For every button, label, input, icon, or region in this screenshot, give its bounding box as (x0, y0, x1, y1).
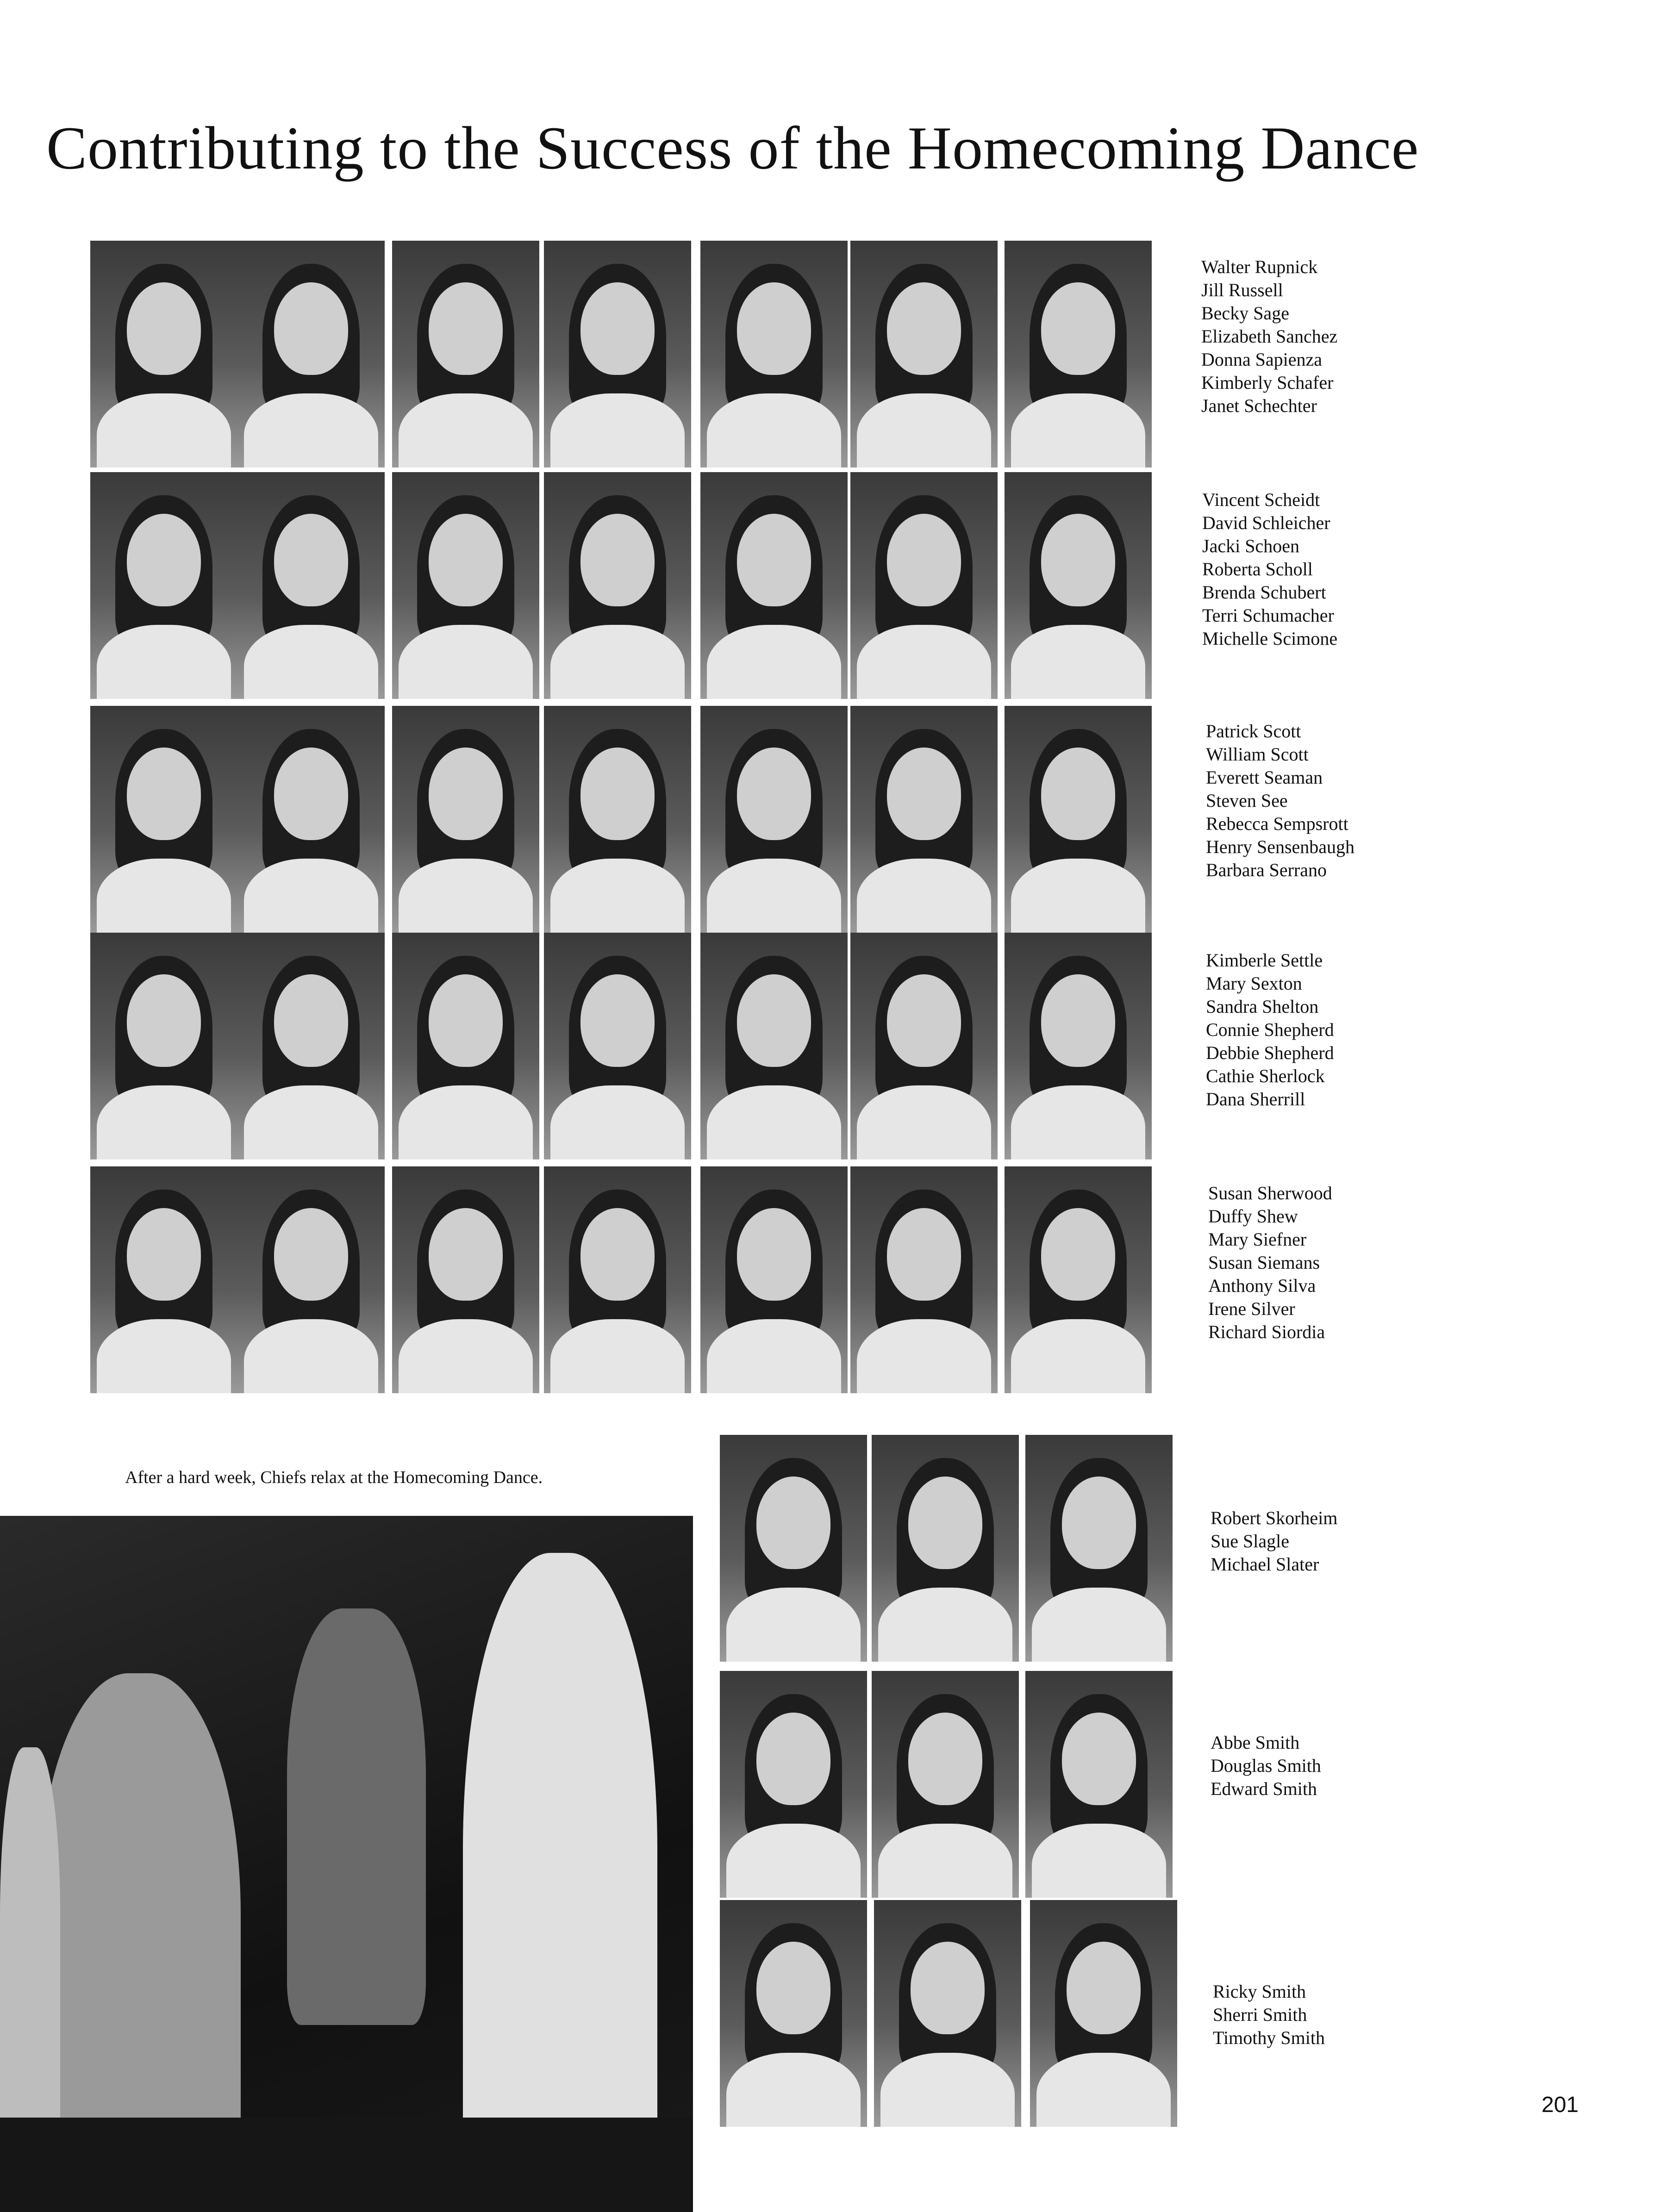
name-list-row-1 (1201, 255, 1337, 417)
student-name: Abbe Smith (1211, 1732, 1300, 1753)
dancer-figure (287, 1608, 426, 2025)
portrait-photo (544, 472, 691, 699)
student-name: William Scott (1206, 744, 1309, 765)
portrait-photo (90, 241, 237, 467)
dancer-figure (463, 1553, 657, 2210)
student-name: Rebecca Sempsrott (1206, 813, 1348, 834)
student-name: Irene Silver (1208, 1298, 1295, 1319)
name-list-row-2 (1202, 488, 1337, 650)
page-title: Contributing to the Success of the Homecoming Dance (46, 109, 1491, 187)
dance-photo (0, 1516, 693, 2212)
student-name: Edward Smith (1211, 1778, 1317, 1799)
student-name: Barbara Serrano (1206, 860, 1327, 880)
portrait-row-2 (90, 472, 1155, 699)
student-name: Dana Sherrill (1206, 1089, 1305, 1109)
portrait-photo (872, 1671, 1019, 1898)
student-name: Everett Seaman (1206, 767, 1323, 788)
portrait-photo (392, 241, 539, 467)
portrait-photo (90, 933, 237, 1159)
student-name: Timothy Smith (1213, 2027, 1325, 2048)
portrait-photo (850, 706, 998, 933)
dancer-figure (0, 1747, 60, 2164)
student-name: Douglas Smith (1211, 1755, 1321, 1776)
name-list-row-6 (1211, 1507, 1337, 1576)
portrait-photo (720, 1435, 867, 1662)
portrait-grid-top (90, 241, 1155, 1384)
portrait-photo (544, 933, 691, 1159)
portrait-photo (850, 472, 998, 699)
portrait-grid-bottom (720, 1435, 1183, 2129)
student-name: Susan Siemans (1208, 1252, 1320, 1273)
portrait-row-3 (90, 706, 1155, 933)
portrait-photo (850, 241, 998, 467)
portrait-row-8 (720, 1900, 1654, 2127)
name-list-row-7 (1211, 1731, 1321, 1801)
student-name: Mary Siefner (1208, 1229, 1307, 1250)
name-list-row-4 (1206, 949, 1334, 1111)
portrait-row-4 (90, 933, 1155, 1159)
student-name: Debbie Shepherd (1206, 1042, 1334, 1063)
portrait-row-5 (90, 1166, 1155, 1393)
portrait-photo (874, 1900, 1021, 2127)
student-name: Sue Slagle (1211, 1531, 1289, 1552)
student-name: Anthony Silva (1208, 1275, 1316, 1296)
portrait-photo (544, 1166, 691, 1393)
student-name: Elizabeth Sanchez (1201, 326, 1338, 347)
portrait-photo (850, 1166, 998, 1393)
student-name: Michael Slater (1211, 1554, 1319, 1575)
student-name: Donna Sapienza (1201, 349, 1323, 370)
student-name: Walter Rupnick (1201, 256, 1318, 277)
portrait-photo (392, 472, 539, 699)
portrait-photo (544, 706, 691, 933)
portrait-photo (1030, 1900, 1177, 2127)
portrait-row-1 (90, 241, 1155, 467)
portrait-photo (1005, 933, 1152, 1159)
portrait-photo (720, 1671, 867, 1898)
portrait-photo (237, 241, 385, 467)
portrait-photo (1005, 706, 1152, 933)
portrait-photo (1025, 1435, 1173, 1662)
portrait-photo (237, 706, 385, 933)
portrait-photo (872, 1435, 1019, 1662)
student-name: Jill Russell (1201, 280, 1283, 300)
page-number: 201 (1542, 2093, 1579, 2117)
portrait-photo (90, 706, 237, 933)
student-name: Mary Sexton (1206, 973, 1302, 994)
portrait-row-7 (720, 1671, 1654, 1898)
portrait-photo (544, 241, 691, 467)
dance-floor (0, 2118, 693, 2212)
student-name: Susan Sherwood (1208, 1183, 1332, 1203)
portrait-photo (392, 706, 539, 933)
student-name: Kimberle Settle (1206, 950, 1323, 971)
student-name: Duffy Shew (1208, 1206, 1298, 1227)
name-list-row-8 (1213, 1980, 1325, 2050)
portrait-photo (237, 933, 385, 1159)
student-name: Ricky Smith (1213, 1981, 1306, 2002)
portrait-photo (1005, 1166, 1152, 1393)
name-list-row-3 (1206, 720, 1354, 882)
student-name: Brenda Schubert (1202, 582, 1326, 603)
portrait-photo (700, 1166, 848, 1393)
student-name: David Schleicher (1202, 512, 1330, 533)
student-name: Steven See (1206, 790, 1288, 811)
portrait-photo (237, 1166, 385, 1393)
portrait-photo (700, 472, 848, 699)
student-name: Becky Sage (1201, 303, 1289, 324)
student-name: Sherri Smith (1213, 2004, 1307, 2025)
student-name: Connie Shepherd (1206, 1019, 1334, 1040)
student-name: Sandra Shelton (1206, 996, 1319, 1017)
portrait-photo (700, 241, 848, 467)
student-name: Kimberly Schafer (1201, 372, 1334, 393)
portrait-row-6 (720, 1435, 1654, 1662)
name-list-row-5 (1208, 1182, 1332, 1344)
student-name: Terri Schumacher (1202, 605, 1334, 626)
portrait-photo (1005, 472, 1152, 699)
portrait-photo (700, 933, 848, 1159)
student-name: Michelle Scimone (1202, 628, 1338, 649)
portrait-photo (237, 472, 385, 699)
photo-caption: After a hard week, Chiefs relax at the Homecoming Dance. (125, 1468, 543, 1487)
student-name: Janet Schechter (1201, 395, 1317, 416)
portrait-photo (700, 706, 848, 933)
student-name: Cathie Sherlock (1206, 1065, 1325, 1086)
portrait-photo (90, 472, 237, 699)
portrait-photo (720, 1900, 867, 2127)
student-name: Robert Skorheim (1211, 1508, 1338, 1528)
portrait-photo (90, 1166, 237, 1393)
student-name: Henry Sensenbaugh (1206, 836, 1355, 857)
portrait-photo (850, 933, 998, 1159)
portrait-photo (392, 1166, 539, 1393)
student-name: Jacki Schoen (1202, 536, 1299, 556)
portrait-photo (1025, 1671, 1173, 1898)
student-name: Vincent Scheidt (1202, 489, 1320, 510)
student-name: Patrick Scott (1206, 721, 1301, 741)
student-name: Richard Siordia (1208, 1321, 1325, 1342)
student-name: Roberta Scholl (1202, 559, 1313, 579)
portrait-photo (1005, 241, 1152, 467)
portrait-photo (392, 933, 539, 1159)
